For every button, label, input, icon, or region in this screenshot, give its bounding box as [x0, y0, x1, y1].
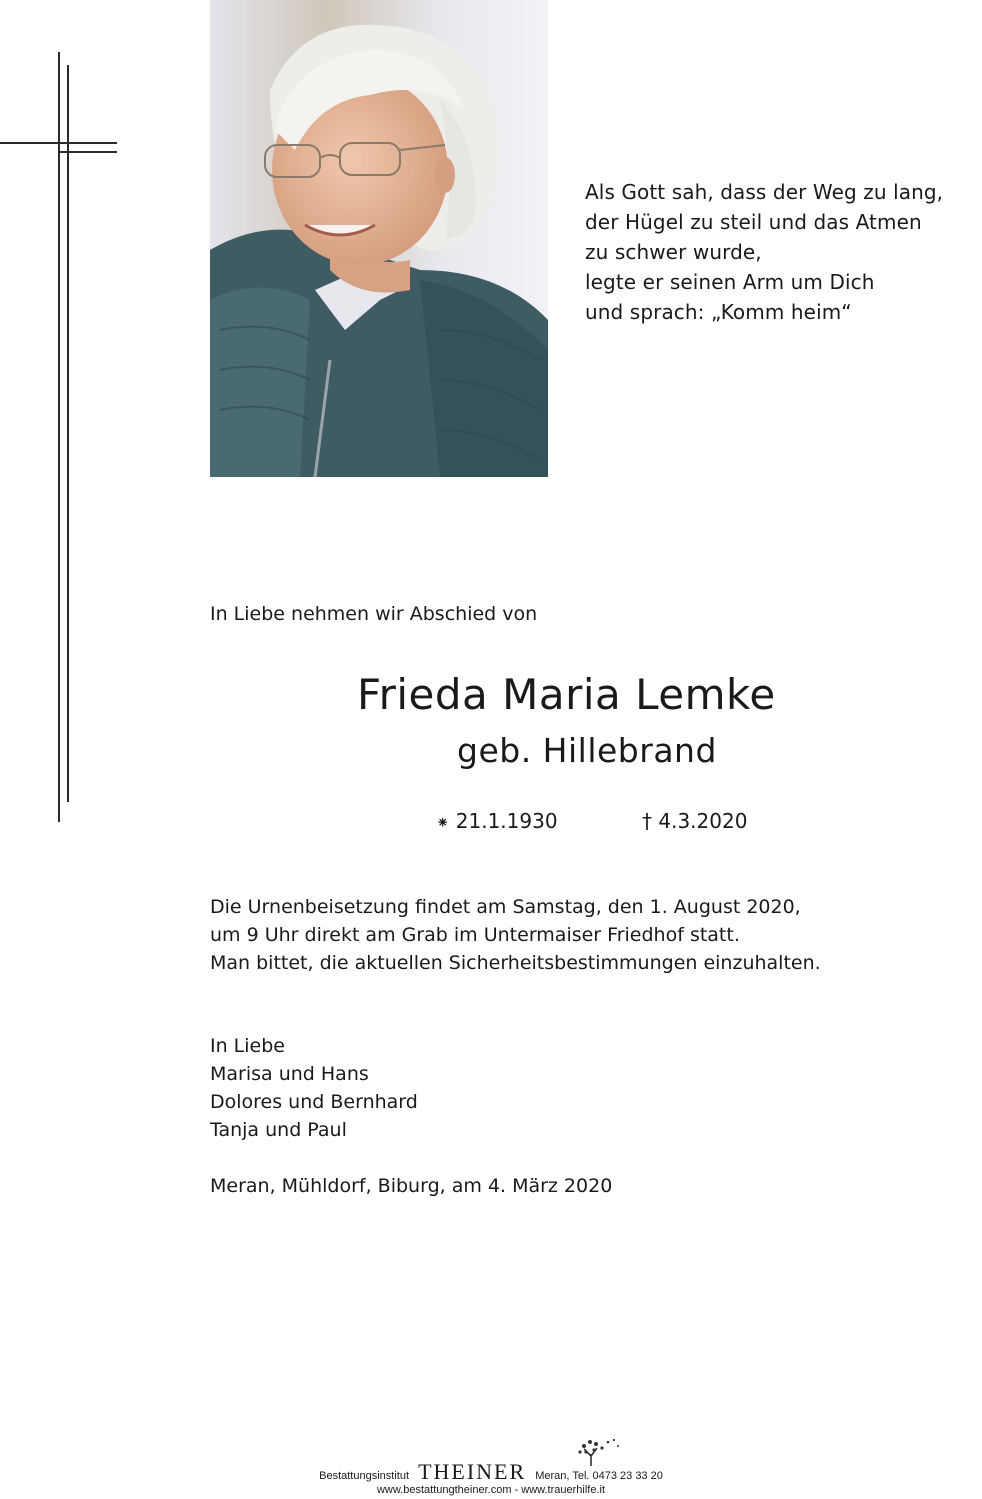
mourner-line: In Liebe: [210, 1035, 285, 1057]
poem-line: Als Gott sah, dass der Weg zu lang,: [585, 180, 944, 204]
mourner-line: Dolores und Bernhard: [210, 1091, 418, 1113]
announcement-paragraph: [210, 893, 821, 977]
footer-prefix: Bestattungsinstitut: [319, 1470, 410, 1482]
birth-date: 21.1.1930: [455, 809, 558, 833]
footer-line: [0, 1459, 982, 1484]
death-cross-icon: †: [642, 809, 652, 833]
death-date-row: [642, 808, 747, 834]
announcement-line: um 9 Uhr direkt am Grab im Untermaiser Friedhof statt.: [210, 924, 740, 946]
poem-line: der Hügel zu steil und das Atmen: [585, 210, 922, 234]
intro-text: In Liebe nehmen wir Abschied von: [210, 603, 538, 625]
portrait-photo: [210, 0, 548, 477]
announcement-line: Die Urnenbeisetzung findet am Samstag, den 1. August 2020,: [210, 896, 801, 918]
birth-star-icon: ⁕: [436, 813, 450, 832]
poem: [585, 177, 943, 327]
deceased-name: Frieda Maria Lemke: [357, 670, 776, 719]
mourners-list: [210, 1032, 418, 1144]
poem-line: legte er seinen Arm um Dich: [585, 270, 875, 294]
poem-line: zu schwer wurde,: [585, 240, 762, 264]
birth-date-row: [436, 808, 558, 836]
tree-logo-icon: [566, 1436, 622, 1466]
announcement-line: Man bittet, die aktuellen Sicherheitsbestimmungen einzuhalten.: [210, 952, 821, 974]
footer-brand: THEINER: [418, 1459, 527, 1484]
footer-websites: www.bestattungtheiner.com - www.trauerhilfe.it: [376, 1484, 606, 1496]
mourner-line: Marisa und Hans: [210, 1063, 369, 1085]
death-date: 4.3.2020: [658, 809, 748, 833]
footer-contact: Meran, Tel. 0473 23 33 20: [535, 1470, 663, 1482]
place-date: Meran, Mühldorf, Biburg, am 4. März 2020: [210, 1175, 613, 1197]
mourner-line: Tanja und Paul: [210, 1119, 347, 1141]
maiden-name: geb. Hillebrand: [457, 731, 717, 770]
poem-line: und sprach: „Komm heim“: [585, 300, 852, 324]
